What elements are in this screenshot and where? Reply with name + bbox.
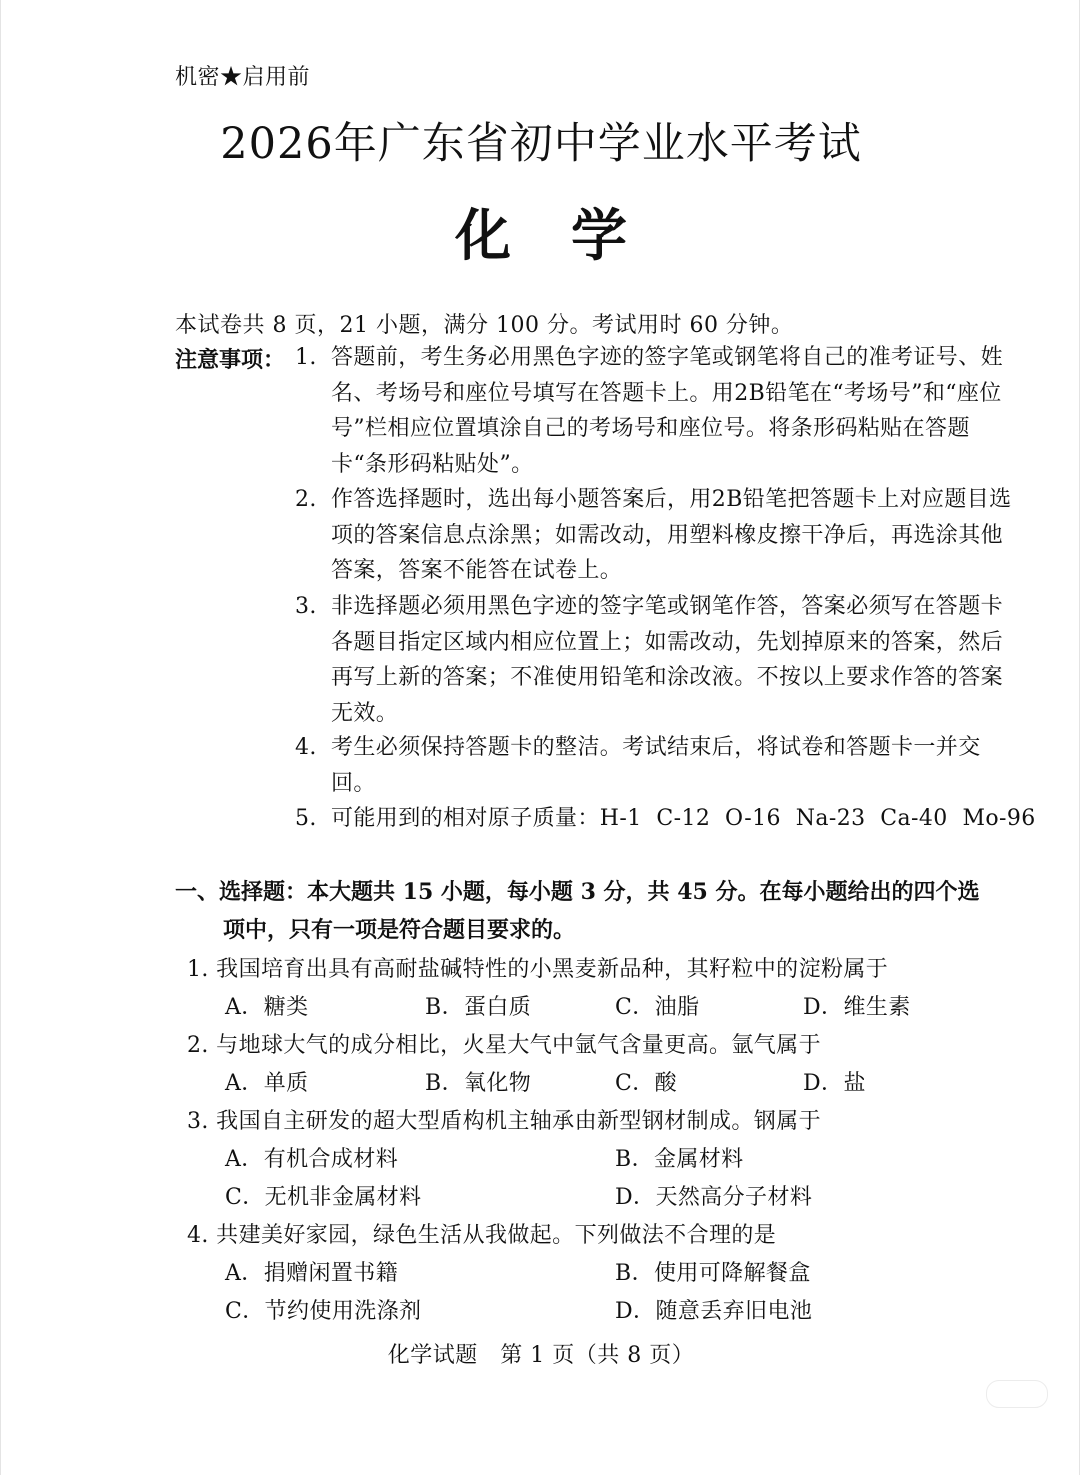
question-4-option-a: A．捐赠闲置书籍 [225,1261,399,1286]
question-1-option-c: C．油脂 [615,995,700,1020]
note-text: 作答选择题时，选出每小题答案后，用2B铅笔把答题卡上对应题目选项的答案信息点涂黑；如需改动，用塑料橡皮擦干净后，再选涂其他答案，答案不能答在试卷上。 [331,487,1012,583]
question-2-stem: 2. 与地球大气的成分相比，火星大气中氩气含量更高。氩气属于 [187,1033,821,1058]
question-4-stem: 4. 共建美好家园，绿色生活从我做起。下列做法不合理的是 [187,1223,777,1248]
note-number: 3. [295,594,317,619]
question-3-option-c: C．无机非金属材料 [225,1185,422,1210]
note-item-4 [295,730,1015,801]
section-heading-line1: 一、选择题：本大题共 15 小题，每小题 3 分，共 45 分。在每小题给出的四个选 [175,879,980,905]
note-text: 答题前，考生务必用黑色字迹的签字笔或钢笔将自己的准考证号、姓名、考场号和座位号填写在答题卡上。用2B铅笔在“考场号”和“座位号”栏相应位置填涂自己的考场号和座位号。将条形码粘贴在答题卡“条形码粘贴处”。 [331,345,1004,477]
confidential-mark: 机密★启用前 [175,65,311,90]
subject-title: 化学 [455,203,687,269]
note-number: 2. [295,487,317,512]
section-heading-line2: 项中，只有一项是符合题目要求的。 [223,917,576,943]
question-1-option-d: D．维生素 [803,995,911,1020]
note-item-2 [295,482,1015,589]
question-2-option-b: B．氧化物 [425,1071,532,1096]
note-item-3 [295,589,1015,731]
question-4-option-b: B．使用可降解餐盒 [615,1261,811,1286]
note-text: 可能用到的相对原子质量：H-1 C-12 O-16 Na-23 Ca-40 Mo-96 [331,806,1036,831]
note-item-1 [295,340,1015,482]
notes-label: 注意事项： [175,347,286,373]
question-4-option-c: C．节约使用洗涤剂 [225,1299,422,1324]
question-1-option-b: B．蛋白质 [425,995,532,1020]
question-2-option-d: D．盐 [803,1071,866,1096]
question-3-stem: 3. 我国自主研发的超大型盾构机主轴承由新型钢材制成。钢属于 [187,1109,821,1134]
question-2-option-a: A．单质 [225,1071,309,1096]
question-3-option-d: D．天然高分子材料 [615,1185,813,1210]
question-3-option-b: B．金属材料 [615,1147,744,1172]
watermark-logo-icon [986,1380,1048,1408]
section-heading [175,873,1015,949]
question-1-option-a: A．糖类 [225,995,309,1020]
exam-title: 2026年广东省初中学业水平考试 [220,119,862,169]
question-1-stem: 1. 我国培育出具有高耐盐碱特性的小黑麦新品种，其籽粒中的淀粉属于 [187,957,889,982]
question-4-option-d: D．随意丢弃旧电池 [615,1299,813,1324]
note-number: 5. [295,806,317,831]
question-2-option-c: C．酸 [615,1071,678,1096]
note-text: 非选择题必须用黑色字迹的签字笔或钢笔作答，答案必须写在答题卡各题目指定区域内相应位置上；如需改动，先划掉原来的答案，然后再写上新的答案；不准使用铅笔和涂改液。不按以上要求作答的答案无效。 [331,594,1004,726]
exam-intro: 本试卷共 8 页，21 小题，满分 100 分。考试用时 60 分钟。 [175,313,794,338]
question-3-option-a: A．有机合成材料 [225,1147,399,1172]
note-text: 考生必须保持答题卡的整洁。考试结束后，将试卷和答题卡一并交回。 [331,735,981,796]
note-item-5 [295,801,1036,837]
note-number: 4. [295,735,317,760]
note-number: 1. [295,345,317,370]
page-footer: 化学试题 第 1 页（共 8 页） [387,1343,695,1368]
